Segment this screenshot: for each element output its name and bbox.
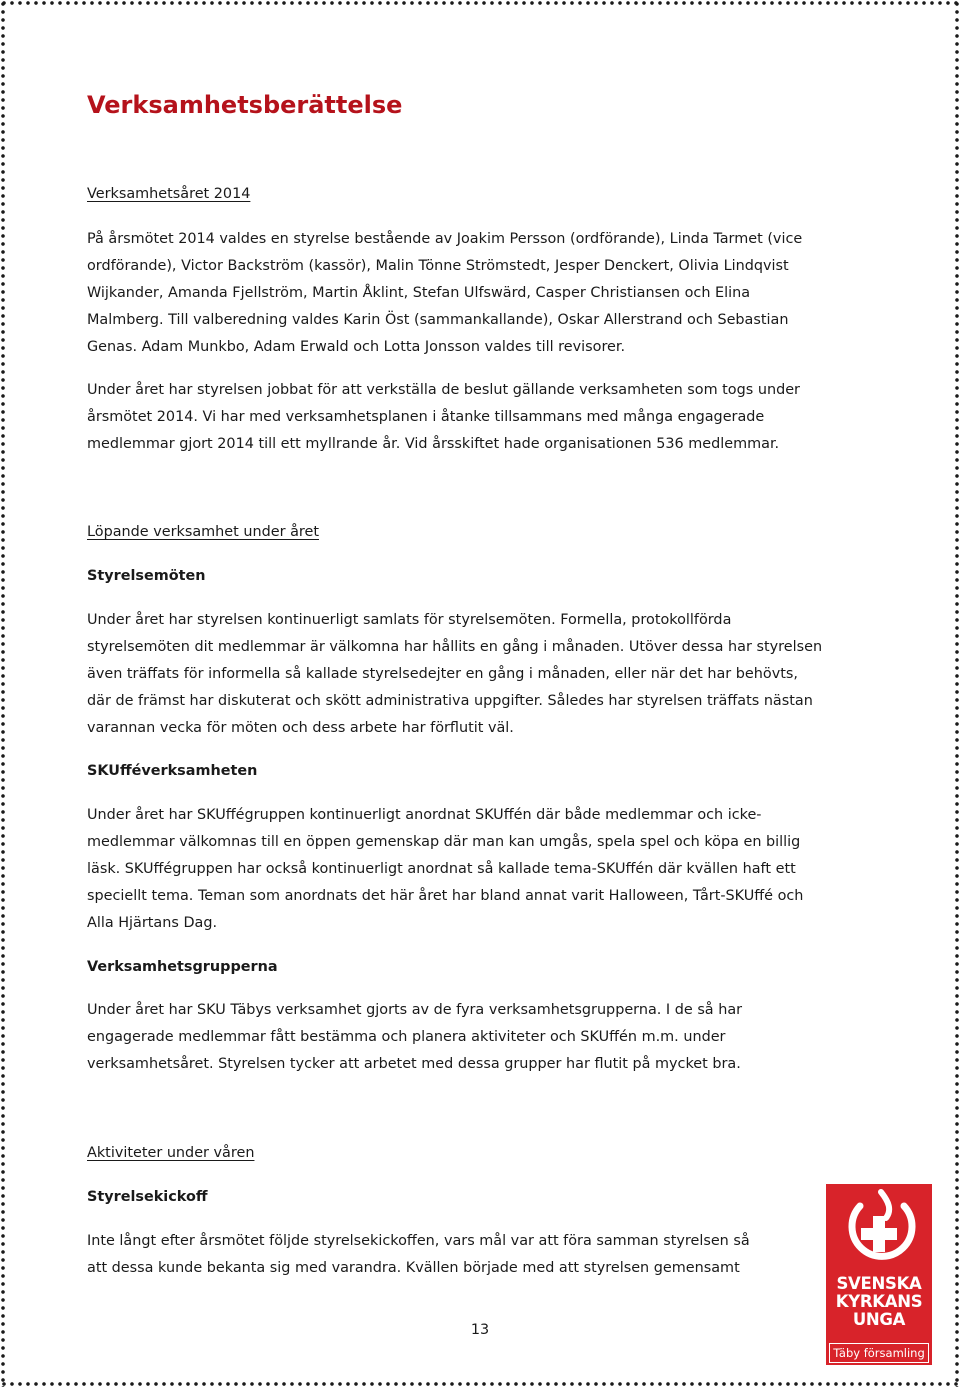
- paragraph-line: Malmberg. Till valberedning valdes Karin Öst (sammankallande), Oskar Allerstrand och Sebastian: [87, 312, 789, 328]
- logo-line: UNGA: [852, 1310, 906, 1329]
- paragraph-line: Alla Hjärtans Dag.: [87, 915, 218, 931]
- paragraph-line: engagerade medlemmar fått bestämma och planera aktiviteter och SKUffén m.m. under: [87, 1029, 726, 1045]
- paragraph-line: medlemmar välkomnas till en öppen gemenskap där man kan umgås, spela spel och köpa en billig: [87, 834, 801, 850]
- paragraph-line: speciellt tema. Teman som anordnats det här året har bland annat varit Halloween, Tårt-SKUffé och: [87, 888, 804, 904]
- logo-wordmark: [826, 1275, 932, 1329]
- subheading-styrelsemoten: Styrelsemöten: [87, 568, 206, 584]
- logo-line: SVENSKA: [836, 1274, 922, 1293]
- dotted-border-bottom: [0, 1381, 960, 1387]
- page-title: Verksamhetsberättelse: [87, 91, 403, 119]
- paragraph-line: Inte långt efter årsmötet följde styrelsekickoffen, vars mål var att föra samman styrelsen så: [87, 1233, 750, 1249]
- section-heading-aktiviteter: Aktiviteter under våren: [87, 1145, 255, 1161]
- section-heading-verksamhetsaret: Verksamhetsåret 2014: [87, 186, 251, 202]
- paragraph-line: varannan vecka för möten och dess arbete har förflutit väl.: [87, 720, 514, 736]
- subheading-styrelsekickoff: Styrelsekickoff: [87, 1189, 208, 1205]
- subheading-skuffeverksamheten: SKUfféverksamheten: [87, 763, 258, 779]
- paragraph-line: Under året har styrelsen jobbat för att verkställa de beslut gällande verksamheten som togs under: [87, 382, 800, 398]
- cross-emblem-icon: [826, 1184, 932, 1276]
- paragraph-line: Under året har SKUffégruppen kontinuerligt anordnat SKUffén där både medlemmar och icke-: [87, 807, 762, 823]
- svenska-kyrkans-unga-logo: [826, 1184, 932, 1365]
- paragraph-line: även träffats för informella så kallade styrelsedejter en gång i månaden, eller när det har behövts,: [87, 666, 798, 682]
- paragraph-line: verksamhetsåret. Styrelsen tycker att arbetet med dessa grupper har flutit på mycket bra.: [87, 1056, 741, 1072]
- paragraph-line: Under året har styrelsen kontinuerligt samlats för styrelsemöten. Formella, protokollförda: [87, 612, 732, 628]
- paragraph-line: Under året har SKU Täbys verksamhet gjorts av de fyra verksamhetsgrupperna. I de så har: [87, 1002, 743, 1018]
- paragraph-line: På årsmötet 2014 valdes en styrelse bestående av Joakim Persson (ordförande), Linda Tarmet (vice: [87, 231, 803, 247]
- page-number: 13: [470, 1322, 490, 1338]
- subheading-verksamhetsgrupperna: Verksamhetsgrupperna: [87, 959, 278, 975]
- logo-parish-label: Täby församling: [829, 1343, 929, 1363]
- paragraph-line: Wijkander, Amanda Fjellström, Martin Åklint, Stefan Ulfswärd, Casper Christiansen och Elina: [87, 285, 751, 301]
- paragraph-line: medlemmar gjort 2014 till ett myllrande år. Vid årsskiftet hade organisationen 536 medlemmar.: [87, 436, 780, 452]
- section-heading-lopande: Löpande verksamhet under året: [87, 524, 319, 540]
- paragraph-line: där de främst har diskuterat och skött administrativa uppgifter. Således har styrelsen träffats nästan: [87, 693, 813, 709]
- dotted-border-left: [0, 0, 6, 1387]
- paragraph-line: styrelsemöten dit medlemmar är välkomna har hållits en gång i månaden. Utöver dessa har styrelsen: [87, 639, 823, 655]
- paragraph-line: läsk. SKUffégruppen har också kontinuerligt anordnat så kallade tema-SKUffén där kvällen haft ett: [87, 861, 796, 877]
- paragraph-line: ordförande), Victor Backström (kassör), Malin Tönne Strömstedt, Jesper Denckert, Olivia Lindqvist: [87, 258, 789, 274]
- dotted-border-top: [0, 0, 960, 6]
- paragraph-line: Genas. Adam Munkbo, Adam Erwald och Lotta Jonsson valdes till revisorer.: [87, 339, 626, 355]
- dotted-border-right: [954, 0, 960, 1387]
- logo-line: KYRKANS: [835, 1292, 923, 1311]
- paragraph-line: att dessa kunde bekanta sig med varandra. Kvällen började med att styrelsen gemensamt: [87, 1260, 740, 1276]
- paragraph-line: årsmötet 2014. Vi har med verksamhetsplanen i åtanke tillsammans med många engagerade: [87, 409, 765, 425]
